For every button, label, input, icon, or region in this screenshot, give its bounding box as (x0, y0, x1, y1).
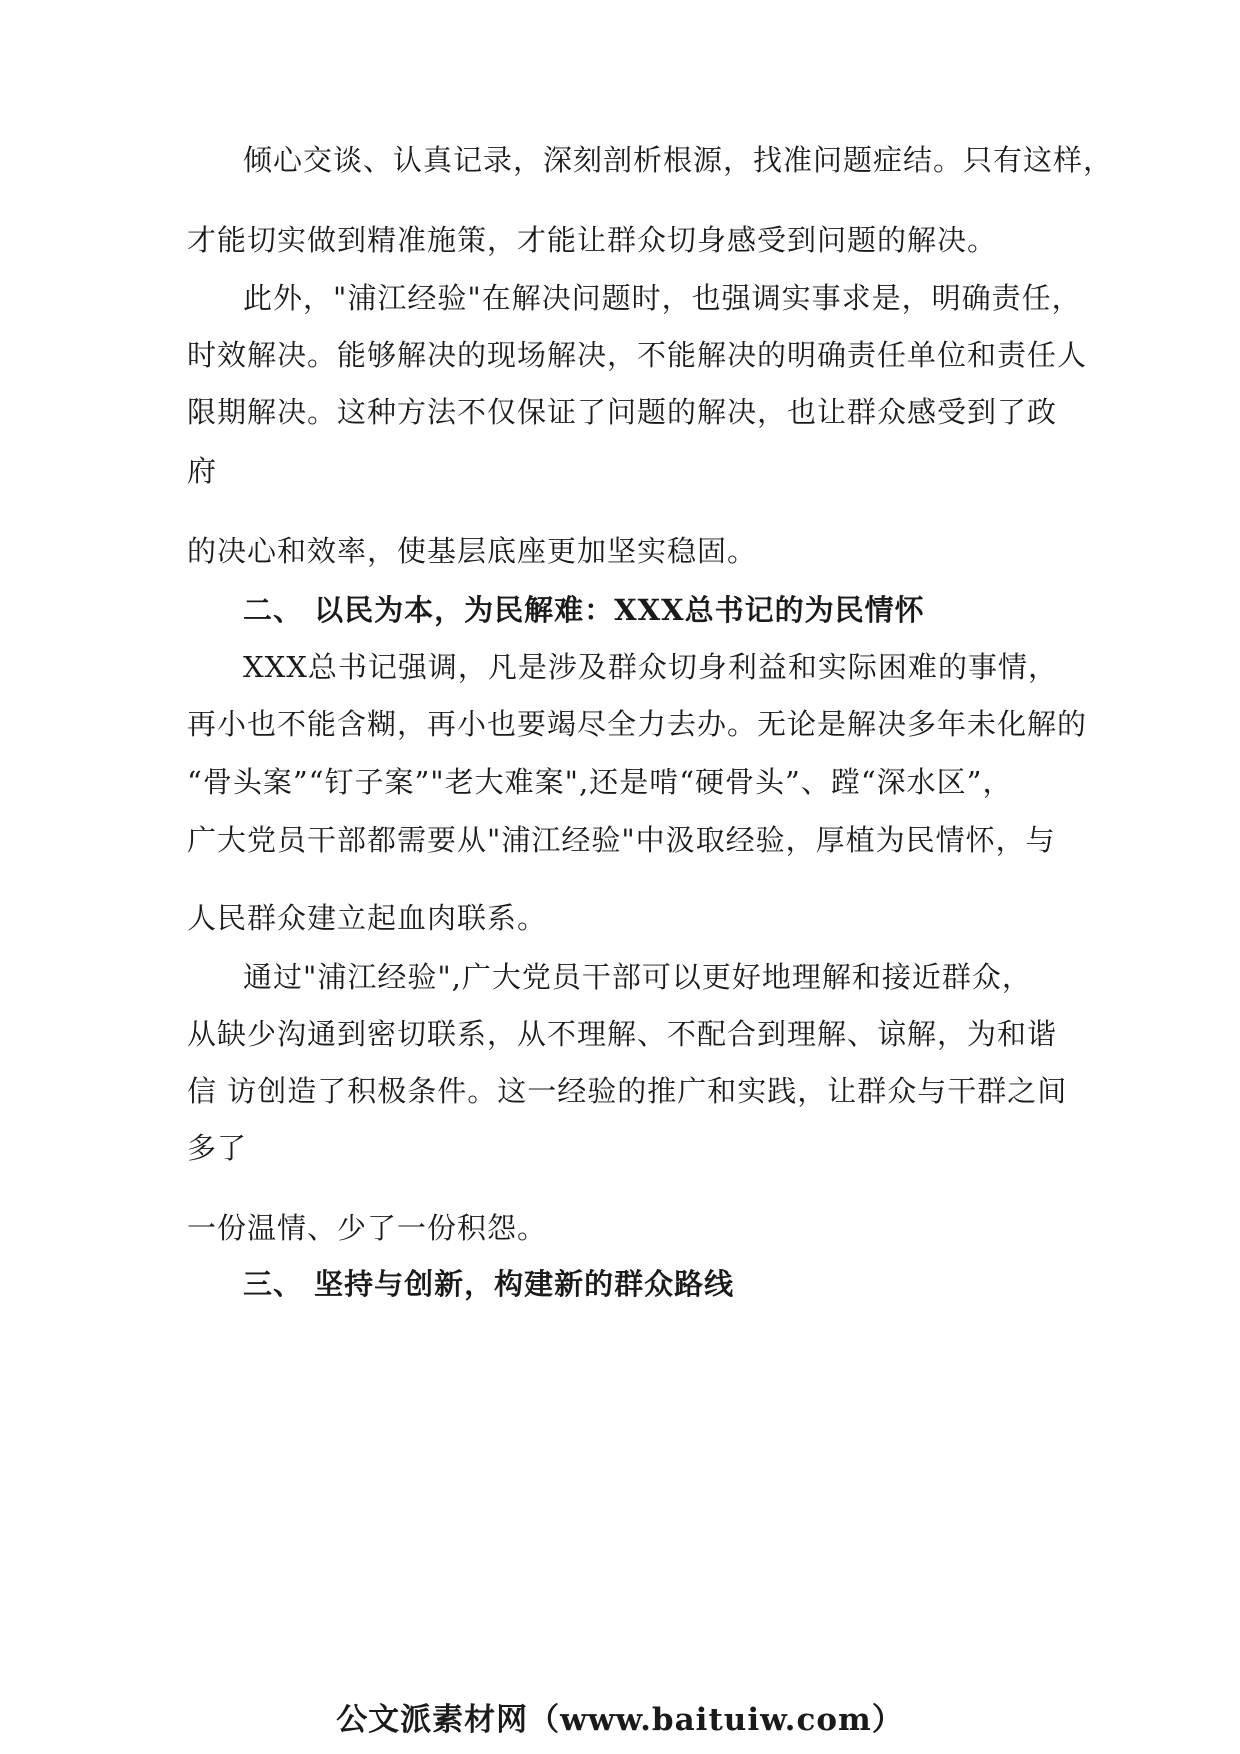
paragraph-line: 此外，"浦江经验"在解决问题时，也强调实事求是，明确责任， (243, 281, 1082, 315)
paragraph-line: 从缺少沟通到密切联系，从不理解、不配合到理解、谅解，为和谐 (187, 1017, 1058, 1051)
paragraph-line: XXX总书记强调，凡是涉及群众切身利益和实际困难的事情， (243, 650, 1058, 684)
paragraph-line: 信 访创造了积极条件。这一经验的推广和实践，让群众与干群之间 (187, 1074, 1068, 1108)
paragraph-line: 广大党员干部都需要从"浦江经验"中汲取经验，厚植为民情怀，与 (187, 823, 1056, 857)
paragraph-line: 倾心交谈、认真记录，深刻剖析根源，找准问题症结。只有这样， (243, 143, 1114, 177)
paragraph-line: 时效解决。能够解决的现场解决，不能解决的明确责任单位和责任人 (187, 338, 1088, 372)
section-heading: 三、 坚持与创新，构建新的群众路线 (243, 1267, 735, 1301)
paragraph-line: 的决心和效率，使基层底座更加坚实稳固。 (187, 534, 758, 568)
paragraph-line: 再小也不能含糊，再小也要竭尽全力去办。无论是解决多年未化解的 (187, 707, 1088, 741)
paragraph-line: 人民群众建立起血肉联系。 (187, 901, 548, 935)
section-heading: 二、 以民为本，为民解难：XXX总书记的为民情怀 (243, 593, 925, 627)
paragraph-line: 一份温情、少了一份积怨。 (187, 1211, 548, 1245)
footer-watermark: 公文派素材网（www.baituiw.com） (336, 1702, 904, 1738)
paragraph-line: 限期解决。这种方法不仅保证了问题的解决，也让群众感受到了政 (187, 395, 1058, 429)
paragraph-line: 府 (187, 454, 218, 488)
paragraph-line: 多了 (187, 1131, 248, 1165)
paragraph-line: 才能切实做到精准施策，才能让群众切身感受到问题的解决。 (187, 223, 998, 257)
paragraph-line: 通过"浦江经验",广大党员干部可以更好地理解和接近群众， (243, 960, 1032, 994)
paragraph-line: “骨头案”“钉子案”"老大难案",还是啃“硬骨头”、蹚“深水区”， (187, 765, 1013, 799)
